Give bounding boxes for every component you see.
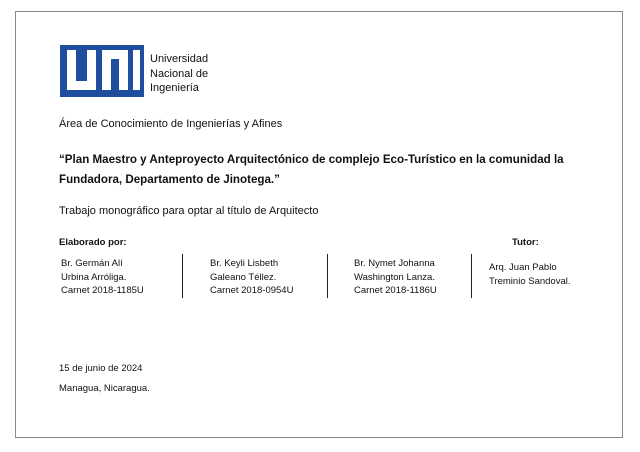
institution-name bbox=[150, 52, 208, 96]
author-carnet: Carnet 2018-1185U bbox=[61, 285, 144, 296]
author-name-last: Urbina Arróliga. bbox=[61, 271, 127, 283]
author-name-first: Br. Nymet Johanna bbox=[354, 258, 435, 269]
document-place: Managua, Nicaragua. bbox=[59, 383, 150, 394]
institution-line: Ingeniería bbox=[150, 82, 199, 94]
author-carnet: Carnet 2018-0954U bbox=[210, 285, 294, 296]
uni-logo bbox=[60, 45, 144, 97]
thesis-title bbox=[59, 150, 609, 190]
author-block bbox=[210, 257, 293, 298]
author-block bbox=[354, 257, 437, 298]
thesis-title-line: “Plan Maestro y Anteproyecto Arquitectónico de complejo Eco-Turístico en la comunidad la bbox=[59, 153, 564, 166]
elaborado-label: Elaborado por: bbox=[59, 237, 127, 248]
author-name-last: Galeano Téllez. bbox=[210, 271, 277, 283]
document-date: 15 de junio de 2024 bbox=[59, 363, 143, 374]
column-divider bbox=[471, 254, 472, 298]
column-divider bbox=[182, 254, 183, 298]
author-block bbox=[61, 257, 144, 298]
author-carnet: Carnet 2018-1186U bbox=[354, 285, 437, 296]
institution-line: Universidad bbox=[150, 53, 209, 65]
tutor-label: Tutor: bbox=[512, 237, 539, 248]
tutor-name-first: Arq. Juan Pablo bbox=[489, 262, 557, 273]
knowledge-area: Área de Conocimiento de Ingenierías y Afines bbox=[59, 118, 283, 130]
thesis-purpose: Trabajo monográfico para optar al título de Arquitecto bbox=[59, 205, 319, 217]
thesis-title-line: Fundadora, Departamento de Jinotega.” bbox=[59, 173, 280, 186]
tutor-block bbox=[489, 261, 571, 288]
author-name-first: Br. Keyli Lisbeth bbox=[210, 258, 279, 269]
institution-line: Nacional de bbox=[150, 67, 209, 80]
column-divider bbox=[327, 254, 328, 298]
tutor-name-last: Treminio Sandoval. bbox=[489, 275, 571, 287]
author-name-first: Br. Germán Alí bbox=[61, 258, 123, 269]
author-name-last: Washington Lanza. bbox=[354, 271, 435, 283]
